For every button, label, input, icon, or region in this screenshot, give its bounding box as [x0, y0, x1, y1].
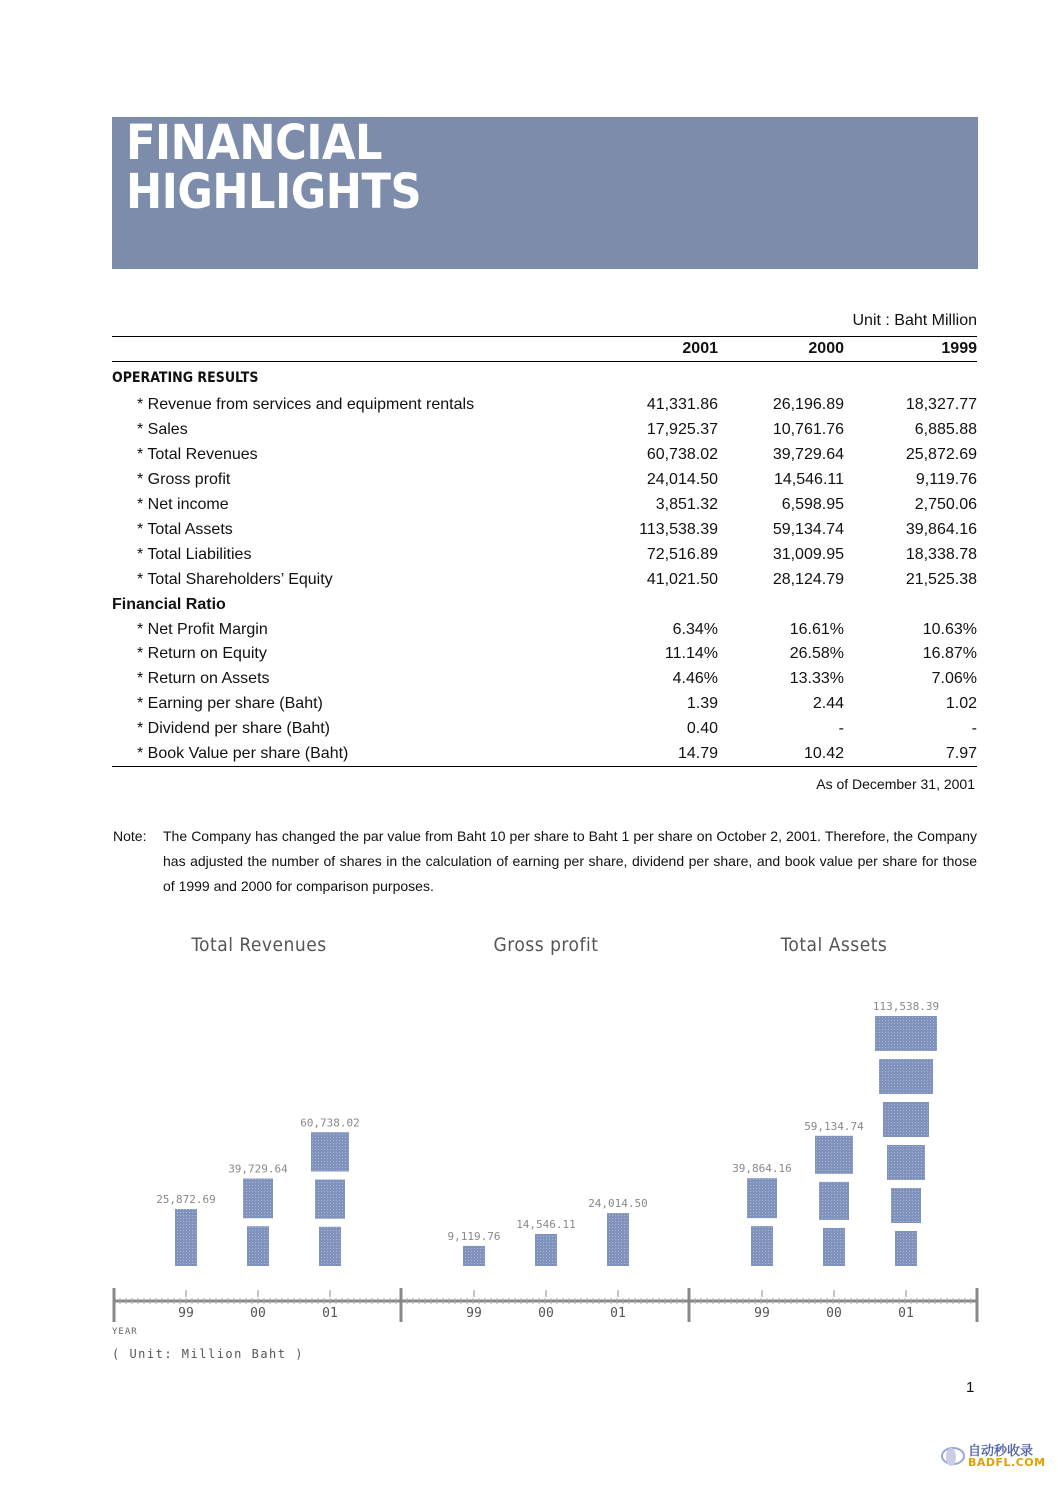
row-label: * Total Assets — [137, 520, 233, 538]
chart-title: Total Revenues — [191, 934, 327, 956]
bar-segment — [891, 1188, 921, 1223]
value-cell: 7.06% — [931, 670, 977, 688]
watermark-text-line1: 自动秒收录 — [968, 1444, 1034, 1459]
value-cell: 39,864.16 — [905, 520, 977, 538]
value-cell: 17,925.37 — [646, 421, 718, 439]
chart-title: Gross profit — [493, 934, 599, 956]
bar-segment — [875, 1016, 937, 1051]
page-title-line-1: FINANCIAL — [126, 115, 383, 171]
value-cell: 10,761.76 — [772, 421, 844, 439]
unit-label: Unit : Baht Million — [852, 312, 977, 329]
value-cell: 31,009.95 — [772, 545, 844, 563]
value-cell: 10.63% — [922, 620, 977, 638]
value-cell: 1.39 — [686, 695, 718, 713]
x-tick-label: 01 — [322, 1306, 338, 1321]
bar-segment — [319, 1227, 341, 1266]
value-cell: 72,516.89 — [646, 545, 718, 563]
bar-segment — [311, 1132, 349, 1171]
chart-title: Total Assets — [780, 934, 888, 956]
bar-segment — [175, 1209, 197, 1266]
bar-value-label: 14,546.11 — [516, 1217, 576, 1231]
bar-segment — [879, 1059, 933, 1094]
value-cell: 59,134.74 — [772, 520, 844, 538]
row-label: * Sales — [137, 421, 188, 439]
value-cell: 41,021.50 — [646, 570, 718, 588]
value-cell: 24,014.50 — [646, 471, 718, 489]
bar-segment — [247, 1226, 269, 1266]
row-label: * Revenue from services and equipment rentals — [137, 396, 475, 414]
value-cell: 6.34% — [672, 620, 718, 638]
row-label: * Earning per share (Baht) — [137, 695, 323, 713]
note-text: The Company has changed the par value from Baht 10 per share to Baht 1 per share on October 2, 2001. Therefore, the Company has adjusted the number of shares in the calculation of earning per share, dividend per share, and book value per share for those of 1999 and 2000 for comparison purposes. — [163, 828, 977, 894]
value-cell: 14,546.11 — [774, 471, 844, 489]
value-cell: 11.14% — [664, 645, 718, 663]
value-cell: 16.87% — [922, 645, 977, 663]
bar-segment — [315, 1180, 345, 1219]
row-label: * Total Shareholders’ Equity — [137, 570, 333, 588]
value-cell: 1.02 — [945, 695, 977, 713]
value-cell: 113,538.39 — [639, 520, 718, 538]
x-tick-label: 01 — [610, 1306, 626, 1321]
bar-segment — [823, 1228, 845, 1266]
bar-value-label: 9,119.76 — [447, 1229, 501, 1243]
value-cell: 26.58% — [789, 645, 844, 663]
value-cell: 10.42 — [718, 742, 844, 767]
row-label: * Return on Equity — [137, 645, 267, 663]
value-cell: 13.33% — [789, 670, 844, 688]
x-tick-label: 99 — [466, 1306, 482, 1321]
value-cell: - — [838, 720, 844, 738]
row-label: * Gross profit — [137, 471, 231, 489]
unit-caption: ( Unit: Million Baht ) — [112, 1347, 304, 1361]
row-label: * Book Value per share (Baht) — [112, 742, 592, 767]
value-cell: 7.97 — [844, 742, 977, 767]
bar-segment — [607, 1213, 629, 1266]
x-tick-label: 00 — [826, 1306, 842, 1321]
value-cell: 6,885.88 — [914, 421, 977, 439]
watermark-icon — [940, 1440, 968, 1470]
bar-segment — [751, 1226, 773, 1266]
bar-value-label: 113,538.39 — [872, 1000, 940, 1013]
value-cell: 16.61% — [789, 620, 844, 638]
year-header: 2001 — [592, 337, 718, 362]
row-label: * Total Liabilities — [137, 545, 252, 563]
bar-segment — [463, 1246, 485, 1266]
page-title-line-2: HIGHLIGHTS — [126, 164, 422, 220]
bar-segment — [895, 1231, 917, 1266]
row-label: * Dividend per share (Baht) — [137, 720, 330, 738]
value-cell: 25,872.69 — [905, 446, 977, 464]
bar-segment — [883, 1102, 929, 1137]
value-cell: 41,331.86 — [646, 396, 718, 414]
bar-value-label: 60,738.02 — [300, 1116, 360, 1130]
row-label: * Return on Assets — [137, 670, 270, 688]
bar-value-label: 39,729.64 — [228, 1162, 288, 1176]
value-cell: 18,338.78 — [905, 545, 977, 563]
bar-value-label: 24,014.50 — [588, 1197, 648, 1211]
x-tick-label: 99 — [754, 1306, 770, 1321]
value-cell: - — [971, 720, 977, 738]
value-cell: 26,196.89 — [772, 396, 844, 414]
bar-segment — [819, 1182, 849, 1220]
value-cell: 0.40 — [686, 720, 718, 738]
bar-value-label: 39,864.16 — [732, 1162, 792, 1176]
value-cell: 6,598.95 — [781, 496, 844, 513]
note-label: Note: — [113, 828, 147, 844]
row-label: * Net income — [137, 496, 229, 513]
bar-value-label: 59,134.74 — [804, 1119, 864, 1133]
bar-segment — [747, 1178, 777, 1218]
section-heading: OPERATING RESULTS — [112, 369, 259, 386]
section-heading: Financial Ratio — [112, 595, 226, 613]
value-cell: 3,851.32 — [655, 496, 718, 513]
value-cell: 4.46% — [672, 670, 718, 688]
bar-value-label: 25,872.69 — [156, 1193, 216, 1207]
as-of-date: As of December 31, 2001 — [816, 776, 975, 792]
bar-segment — [815, 1136, 853, 1174]
value-cell: 39,729.64 — [772, 446, 844, 464]
x-tick-label: 00 — [250, 1306, 266, 1321]
value-cell: 2,750.06 — [914, 496, 977, 513]
row-label: * Net Profit Margin — [137, 620, 268, 638]
year-header: 1999 — [844, 337, 977, 362]
bar-segment — [887, 1145, 925, 1180]
x-tick-label: 01 — [898, 1306, 914, 1321]
x-tick-label: 00 — [538, 1306, 554, 1321]
page-number: 1 — [966, 1379, 975, 1396]
value-cell: 2.44 — [812, 695, 844, 713]
value-cell: 60,738.02 — [646, 446, 718, 464]
row-label: * Total Revenues — [137, 446, 258, 464]
value-cell: 21,525.38 — [905, 570, 977, 588]
year-caption: YEAR — [112, 1327, 138, 1337]
bar-segment — [535, 1234, 557, 1266]
x-tick-label: 99 — [178, 1306, 194, 1321]
value-cell: 28,124.79 — [772, 570, 844, 588]
year-header: 2000 — [718, 337, 844, 362]
watermark-text-line2: BADFL.COM — [968, 1456, 1046, 1469]
value-cell: 9,119.76 — [915, 471, 977, 489]
bar-segment — [243, 1179, 273, 1219]
value-cell: 14.79 — [592, 742, 718, 767]
watermark-logo — [940, 1440, 1046, 1474]
value-cell: 18,327.77 — [905, 396, 977, 414]
